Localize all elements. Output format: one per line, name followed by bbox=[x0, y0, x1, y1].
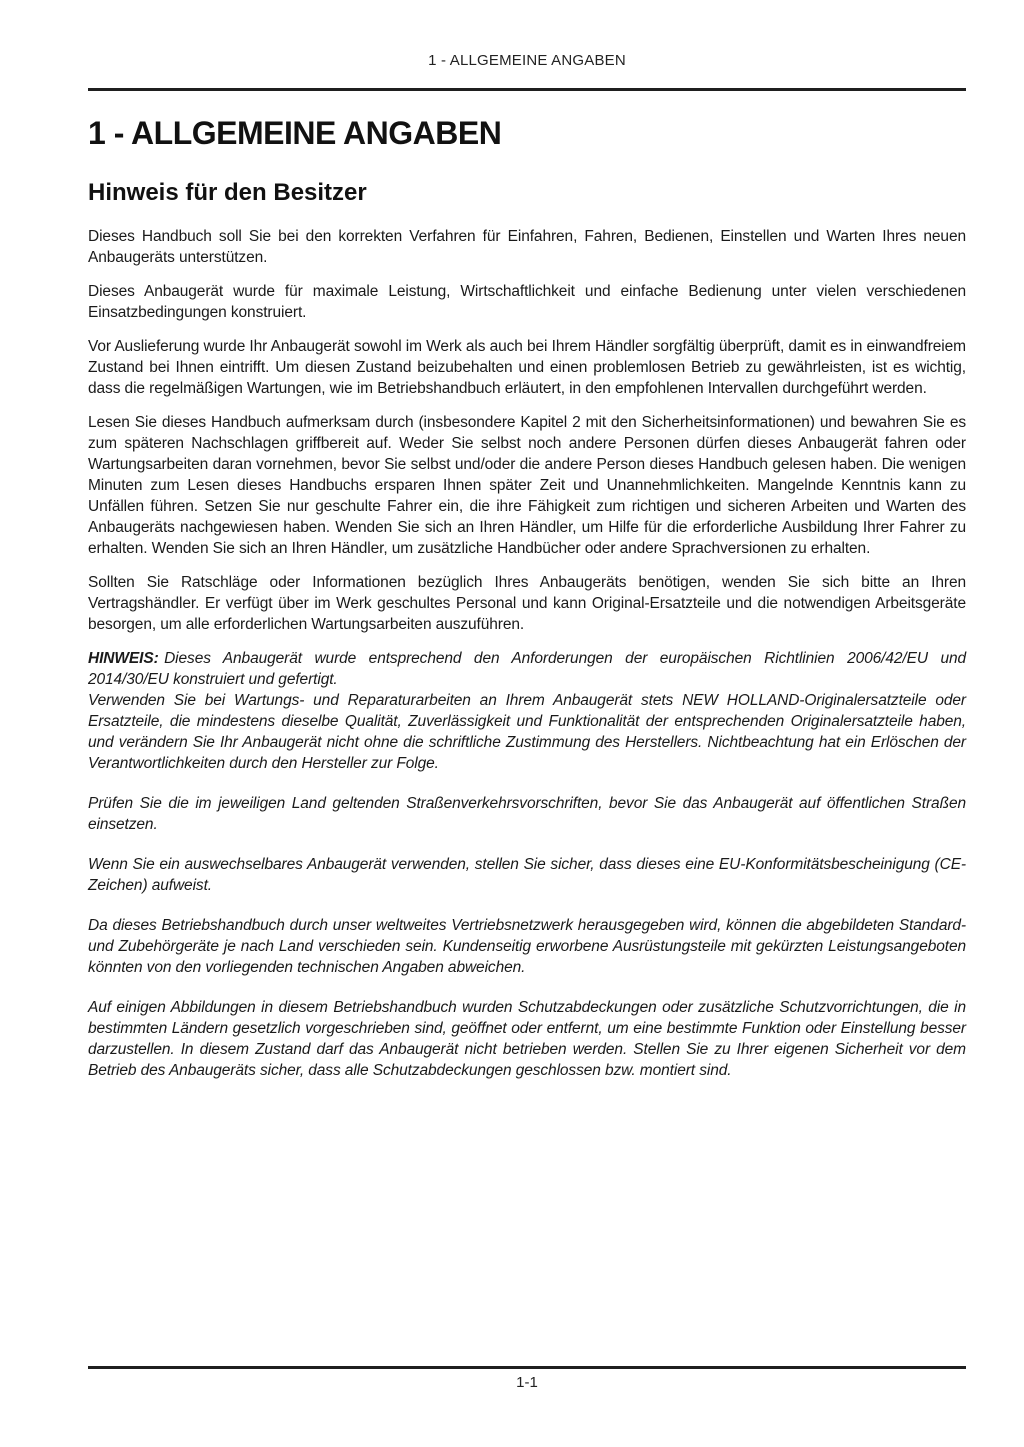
note-text-line-2: Verwenden Sie bei Wartungs- und Reparaturarbeiten an Ihrem Anbaugerät stets NEW HOLLAND-Originalersatzteile oder Ersatzteile, die mindestens dieselbe Qualität, Zuverlässigkeit und Funktionalität der entsprechenden Originalersatzteile haben, und verändern Sie Ihr Anbaugerät nicht ohne die schriftliche Zustimmung des Herstellers. Nichtbeachtung hat ein Erlöschen der Verantwortlichkeiten durch den Hersteller zur Folge. bbox=[88, 692, 966, 772]
italic-paragraph-2: Wenn Sie ein auswechselbares Anbaugerät verwenden, stellen Sie sicher, dass dieses eine EU-Konformitätsbescheinigung (CE-Zeichen) aufweist. bbox=[88, 856, 966, 894]
paragraph-4: Lesen Sie dieses Handbuch aufmerksam durch (insbesondere Kapitel 2 mit den Sicherheitsinformationen) und bewahren Sie es zum späteren Nachschlagen griffbereit auf. Weder Sie selbst noch andere Personen dürfen dieses Anbaugerät fahren oder Wartungsarbeiten daran vornehmen, bevor Sie selbst und/oder die andere Person dieses Handbuch gelesen haben. Die wenigen Minuten zum Lesen dieses Handbuchs ersparen Ihnen später Zeit und Unannehmlichkeiten. Mangelnde Kenntnis kann zu Unfällen führen. Setzen Sie nur geschulte Fahrer ein, die ihre Fähigkeit zum richtigen und sicheren Arbeiten und Warten des Anbaugeräts nachgewiesen haben. Wenden Sie sich an Ihren Händler, um Hilfe für die erforderliche Ausbildung Ihrer Fahrer zu erhalten. Wenden Sie sich an Ihren Händler, um zusätzliche Handbücher oder andere Sprachversionen zu erhalten. bbox=[88, 414, 966, 557]
running-header: 1 - ALLGEMEINE ANGABEN bbox=[428, 52, 626, 69]
paragraph-2: Dieses Anbaugerät wurde für maximale Leistung, Wirtschaftlichkeit und einfache Bedienung unter vielen verschiedenen Einsatzbedingungen konstruiert. bbox=[88, 283, 966, 321]
italic-paragraph-4: Auf einigen Abbildungen in diesem Betriebshandbuch wurden Schutzabdeckungen oder zusätzliche Schutzvorrichtungen, die in bestimmten Ländern gesetzlich vorgeschrieben sind, geöffnet oder entfernt, um eine bestimmte Funktion oder Einstellung besser darzustellen. In diesem Zustand darf das Anbaugerät nicht betrieben werden. Stellen Sie zu Ihrer eigenen Sicherheit vor dem Betrieb des Anbaugeräts sicher, dass alle Schutzabdeckungen geschlossen bzw. montiert sind. bbox=[88, 999, 966, 1079]
paragraph-3: Vor Auslieferung wurde Ihr Anbaugerät sowohl im Werk als auch bei Ihrem Händler sorgfältig überprüft, damit es in einwandfreiem Zustand bei Ihnen eintrifft. Um diesen Zustand beizubehalten und einen problemlosen Betrieb zu gewährleisten, ist es wichtig, dass die regelmäßigen Wartungen, wie im Betriebshandbuch erläutert, in den empfohlenen Intervallen durchgeführt werden. bbox=[88, 338, 966, 397]
note-label: HINWEIS: bbox=[88, 650, 159, 667]
italic-paragraph-1: Prüfen Sie die im jeweiligen Land geltenden Straßenverkehrsvorschriften, bevor Sie das Anbaugerät auf öffentlichen Straßen einsetzen. bbox=[88, 795, 966, 833]
note-paragraph bbox=[88, 648, 966, 774]
page-number: 1-1 bbox=[516, 1374, 538, 1391]
paragraph-5: Sollten Sie Ratschläge oder Informationen bezüglich Ihres Anbaugeräts benötigen, wenden Sie sich bitte an Ihren Vertragshändler. Er verfügt über im Werk geschultes Personal und kann Original-Ersatzteile und die notwendigen Arbeitsgeräte besorgen, um alle erforderlichen Wartungsarbeiten auszuführen. bbox=[88, 574, 966, 633]
header-rule bbox=[88, 88, 966, 91]
body-text bbox=[88, 226, 966, 1081]
note-text-line-1: Dieses Anbaugerät wurde entsprechend den Anforderungen der europäischen Richtlinien 2006/42/EU und 2014/30/EU konstruiert und gefertigt. bbox=[88, 650, 966, 688]
footer-rule bbox=[88, 1366, 966, 1369]
page-footer bbox=[88, 1366, 966, 1392]
section-title: Hinweis für den Besitzer bbox=[88, 179, 367, 206]
italic-paragraph-3: Da dieses Betriebshandbuch durch unser weltweites Vertriebsnetzwerk herausgegeben wird, können die abgebildeten Standard- und Zubehörgeräte je nach Land verschieden sein. Kundenseitig erworbene Ausrüstungsteile mit gekürzten Leistungsangeboten könnten von den vorliegenden technischen Angaben abweichen. bbox=[88, 917, 966, 976]
chapter-title: 1 - ALLGEMEINE ANGABEN bbox=[88, 115, 502, 151]
paragraph-1: Dieses Handbuch soll Sie bei den korrekten Verfahren für Einfahren, Fahren, Bedienen, Einstellen und Warten Ihres neuen Anbaugeräts unterstützen. bbox=[88, 228, 966, 266]
